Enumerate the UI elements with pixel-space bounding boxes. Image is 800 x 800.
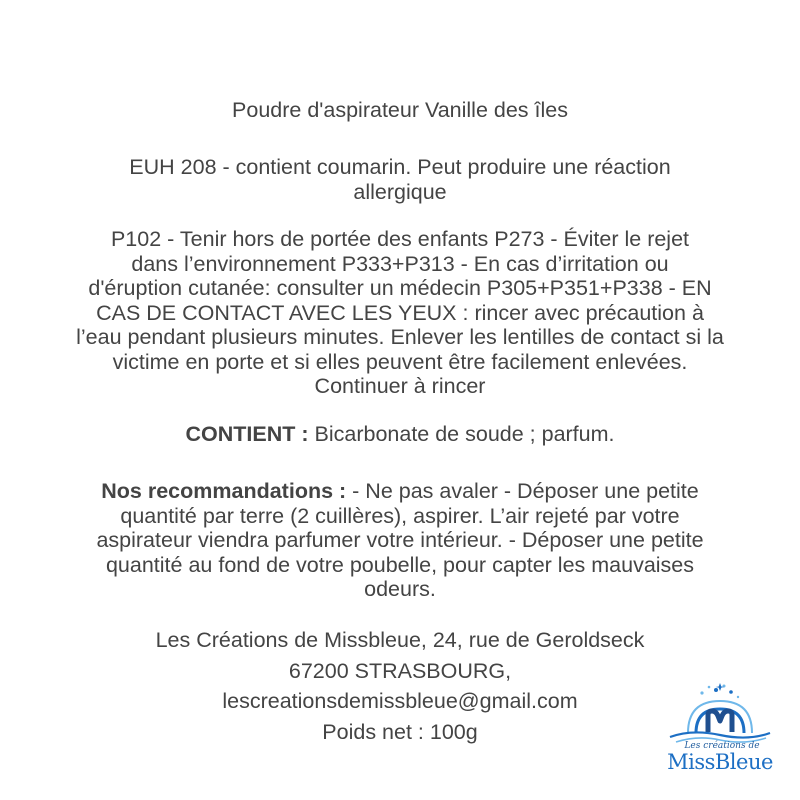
recommendations-line: odeurs. <box>364 577 436 601</box>
monogram-icon <box>708 711 732 732</box>
precaution-line: dans l’environnement P333+P313 - En cas d’irritation ou <box>131 251 669 276</box>
hazard-statement <box>0 155 800 204</box>
precaution-line: l’eau pendant plusieurs minutes. Enlever les lentilles de contact si la <box>76 325 724 349</box>
precaution-line: P102 - Tenir hors de portée des enfants P273 - Éviter le rejet <box>110 227 690 251</box>
sparkle-dot <box>700 691 703 694</box>
logo-tagline: Les créations de <box>684 741 760 751</box>
sparkle-dot <box>708 686 711 689</box>
ingredients-value: Bicarbonate de soude ; parfum. <box>308 422 615 446</box>
recommendations-text: - Ne pas avaler - Déposer une petite <box>346 479 699 503</box>
product-title: Poudre d'aspirateur Vanille des îles <box>232 98 568 122</box>
wave-line <box>670 732 770 737</box>
email-address: lescreationsdemissbleue@gmail.com <box>222 689 578 713</box>
logo-emblem-icon <box>662 683 778 745</box>
recommendations-line: quantité par terre (2 cuillères), aspirer. L’air rejeté par votre <box>120 503 680 528</box>
recommendations-label: Nos recommandations : <box>101 479 347 503</box>
recommendations-line: aspirateur viendra parfumer votre intérieur. - Déposer une petite <box>96 528 704 552</box>
recommendations-line: quantité au fond de votre poubelle, pour capter les mauvaises <box>105 552 695 577</box>
sparkle-dot <box>737 696 739 698</box>
sparkle-dot <box>714 688 718 692</box>
ingredients-label: CONTIENT : <box>185 422 309 446</box>
net-weight: Poids net : 100g <box>322 719 478 744</box>
sparkle-dot <box>729 690 733 694</box>
recommendations-first-line <box>0 479 800 504</box>
hazard-line-2: allergique <box>353 179 447 204</box>
recommendations <box>0 479 800 602</box>
brand-logo <box>662 683 778 779</box>
logo-wordmark: MissBleue <box>667 750 773 774</box>
precautionary-statements <box>0 227 800 399</box>
precaution-line: Continuer à rincer <box>314 374 486 398</box>
address-line: Les Créations de Missbleue, 24, rue de Geroldseck <box>155 628 645 652</box>
ingredients <box>0 422 800 447</box>
precaution-line: d'éruption cutanée: consulter un médecin P305+P351+P338 - EN <box>88 276 712 300</box>
precaution-line: CAS DE CONTACT AVEC LES YEUX : rincer avec précaution à <box>96 300 704 325</box>
city-line: 67200 STRASBOURG, <box>288 658 512 683</box>
precaution-line: victime en porte et si elles peuvent être facilement enlevées. <box>112 349 688 374</box>
hazard-line-1: EUH 208 - contient coumarin. Peut produire une réaction <box>129 155 671 179</box>
